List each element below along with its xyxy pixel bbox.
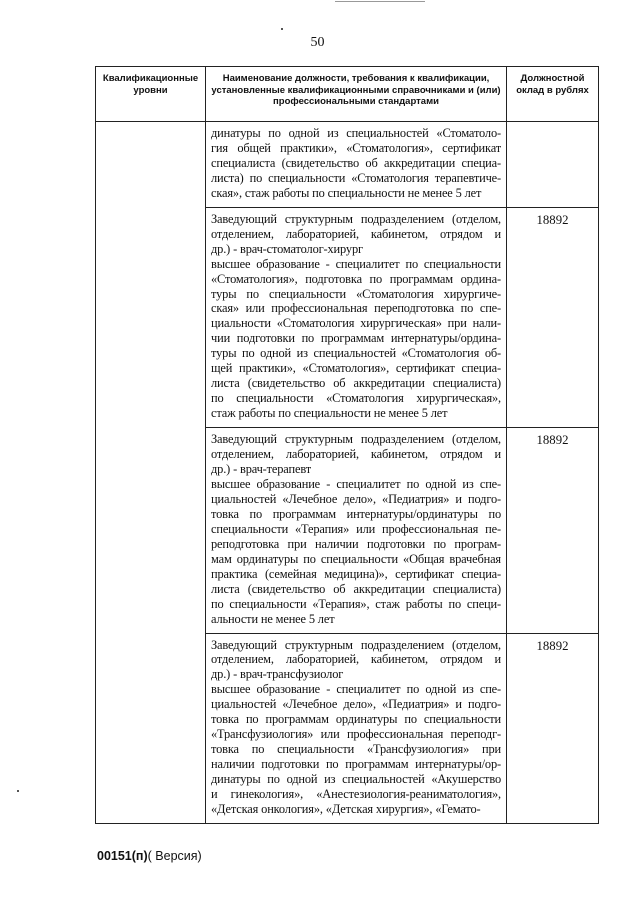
qualification-table xyxy=(95,66,599,824)
description-line: высшее образование - специалитет по одной из спе- xyxy=(211,476,501,491)
description-line: др.) - врач-терапевт xyxy=(211,462,311,477)
header-position-requirements: Наименование должности, требования к квалификации, установленные квалификационными справочниками и (или) профессиональными стандартами xyxy=(206,67,507,122)
document-footer xyxy=(97,849,202,863)
description-line: специалиста (свидетельство об аккредитации специа- xyxy=(211,155,501,170)
description-line: Заведующий структурным подразделением (отделом, xyxy=(211,637,501,652)
salary-cell: 18892 xyxy=(507,207,599,427)
description-line: туры по одной из специальностей «Стоматология об- xyxy=(211,346,501,361)
description-line: товка по программам интернатуры/ординатуры по xyxy=(211,506,501,521)
description-line: мам ординатуры по специальности «Общая врачебная xyxy=(211,551,501,566)
header-salary: Должностной оклад в рублях xyxy=(507,67,599,122)
description-line: альности не менее 5 лет xyxy=(211,611,335,626)
description-line: листа (свидетельство об аккредитации специалиста) xyxy=(211,376,501,391)
description-line: по специальности «Терапия», стаж работы по специ- xyxy=(211,596,501,611)
position-description-cell xyxy=(206,207,507,427)
description-line: стаж работы по специальности не менее 5 лет xyxy=(211,406,448,421)
position-description-cell xyxy=(206,633,507,823)
description-line: динатуры по одной из специальностей «Акушерство xyxy=(211,772,501,787)
description-line: гия общей практики», «Стоматология», сертификат xyxy=(211,140,501,155)
description-line: по специальности «Стоматология хирургическая», xyxy=(211,391,501,406)
description-line: и гинекология», «Анестезиология-реаниматология», xyxy=(211,787,501,802)
description-line: товка по программам ординатуры по специальности xyxy=(211,712,501,727)
description-line: высшее образование - специалитет по одной из спе- xyxy=(211,682,501,697)
salary-cell xyxy=(507,122,599,208)
description-line: циальности «Стоматология хирургическая» при нали- xyxy=(211,316,501,331)
description-line: туры по специальности «Стоматология хирургиче- xyxy=(211,286,501,301)
description-line: динатуры по одной из специальностей «Стоматоло- xyxy=(211,126,501,140)
description-line: ская» или профессиональная переподготовка по спе- xyxy=(211,301,501,316)
version-label: ( Версия) xyxy=(147,849,202,863)
description-line: ская», стаж работы по специальности не менее 5 лет xyxy=(211,185,482,200)
description-line: Заведующий структурным подразделением (отделом, xyxy=(211,432,501,447)
description-line: специальности «Терапия» или профессиональная пе- xyxy=(211,521,501,536)
description-line: Заведующий структурным подразделением (отделом, xyxy=(211,211,501,226)
header-qualification-levels: Квалификационные уровни xyxy=(96,67,206,122)
qualification-level-cell xyxy=(96,122,206,824)
description-line: реподготовка при наличии подготовки по програм- xyxy=(211,536,501,551)
description-line: щей практики», «Стоматология», сертификат специа- xyxy=(211,361,501,376)
description-line: «Детская онкология», «Детская хирургия», «Гемато- xyxy=(211,801,481,816)
scan-mark xyxy=(335,1,425,2)
description-line: отделением, лабораторией, кабинетом, отрядом и xyxy=(211,652,501,667)
position-description-cell xyxy=(206,122,507,208)
description-line: высшее образование - специалитет по специальности xyxy=(211,256,501,271)
page-number: 50 xyxy=(310,35,325,50)
salary-cell: 18892 xyxy=(507,428,599,633)
description-line: практика (семейная медицина)», сертификат специа- xyxy=(211,566,501,581)
description-line: циальностей «Лечебное дело», «Педиатрия» и подго- xyxy=(211,491,501,506)
description-line: наличии подготовки по программам интернатуры/ор- xyxy=(211,757,501,772)
description-line: циальностей «Лечебное дело», «Педиатрия» и подго- xyxy=(211,697,501,712)
scan-mark xyxy=(17,790,19,792)
description-line: товка по специальности «Трансфузиология» при xyxy=(211,742,501,757)
scan-mark xyxy=(281,28,283,30)
position-description-cell xyxy=(206,428,507,633)
description-line: листа (свидетельство об аккредитации специалиста) xyxy=(211,581,501,596)
description-line: др.) - врач-трансфузиолог xyxy=(211,667,344,682)
document-code: 00151(п) xyxy=(97,849,148,863)
description-line: листа) по специальности «Стоматология терапевтиче- xyxy=(211,170,501,185)
description-line: отделением, лабораторией, кабинетом, отрядом и xyxy=(211,447,501,462)
description-line: «Стоматология», подготовка по программам ордина- xyxy=(211,271,501,286)
salary-cell: 18892 xyxy=(507,633,599,823)
table-row xyxy=(96,122,599,208)
table-header-row xyxy=(96,67,599,122)
description-line: др.) - врач-стоматолог-хирург xyxy=(211,241,363,256)
description-line: отделением, лабораторией, кабинетом, отрядом и xyxy=(211,226,501,241)
description-line: «Трансфузиология» или профессиональная переподг- xyxy=(211,727,501,742)
description-line: чии подготовки по программам интернатуры/ордина- xyxy=(211,331,501,346)
